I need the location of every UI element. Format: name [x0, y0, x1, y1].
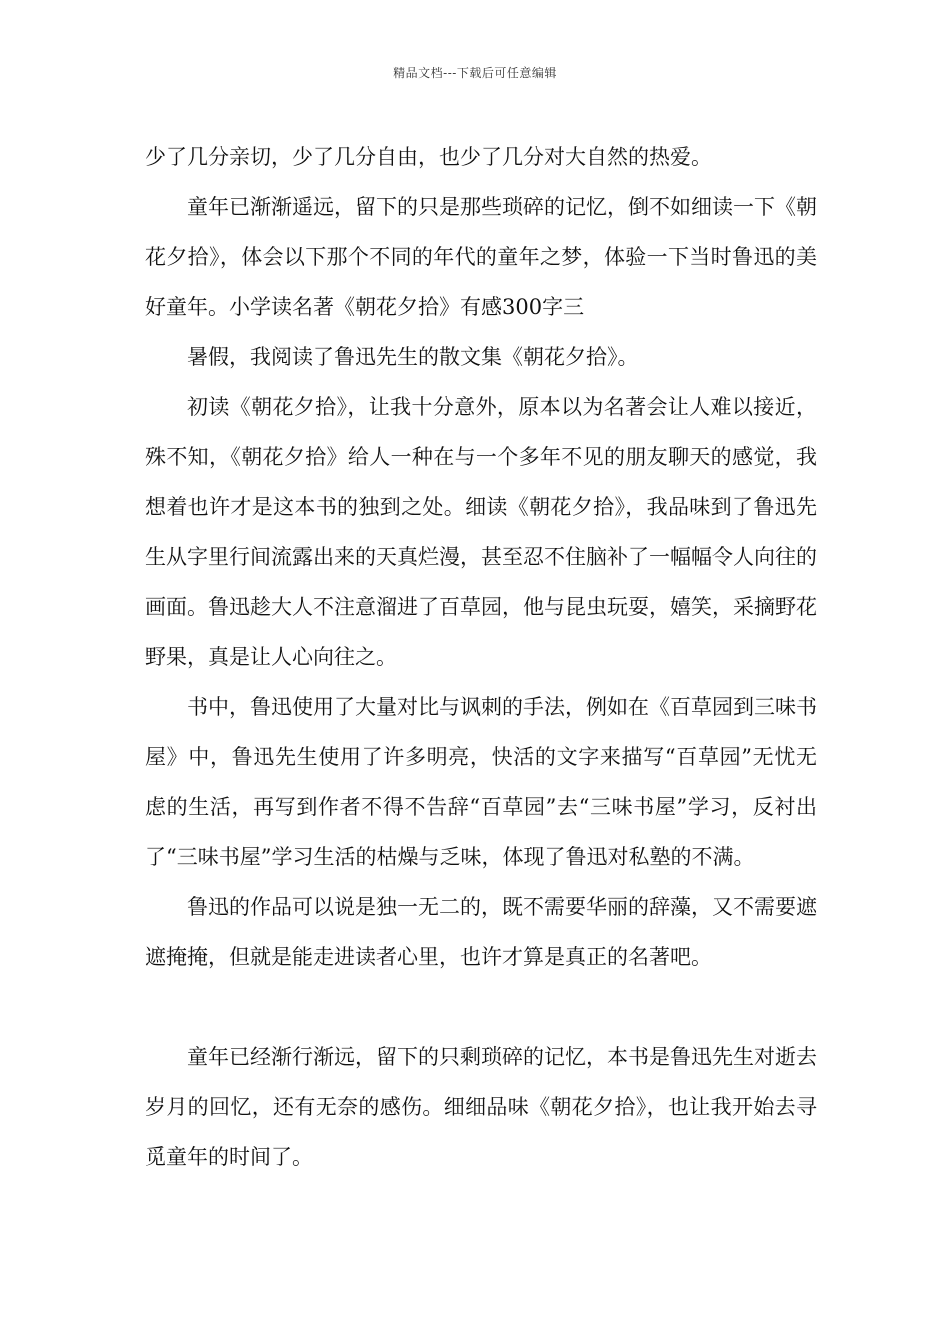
paragraph-6: 鲁迅的作品可以说是独一无二的，既不需要华丽的辞藻，又不需要遮遮掩掩，但就是能走进读者心里，也许才算是真正的名著吧。 [145, 895, 817, 969]
document-body [145, 132, 817, 1182]
paragraph-3: 暑假，我阅读了鲁迅先生的散文集《朝花夕拾》。 [187, 345, 639, 369]
paragraph-4: 初读《朝花夕拾》，让我十分意外，原本以为名著会让人难以接近，殊不知，《朝花夕拾》给人一种在与一个多年不见的朋友聊天的感觉，我想着也许才是这本书的独到之处。细读《朝花夕拾》，我品味到了鲁迅先生从字里行间流露出来的天真烂漫，甚至忍不住脑补了一幅幅令人向往的画面。鲁迅趁大人不注意溜进了百草园，他与昆虫玩耍，嬉笑，采摘野花野果，真是让人心向往之。 [145, 395, 817, 669]
blank-line [145, 982, 817, 1032]
paragraph-5: 书中，鲁迅使用了大量对比与讽刺的手法，例如在《百草园到三味书屋》中，鲁迅先生使用了许多明亮，快活的文字来描写“百草园”无忧无虑的生活，再写到作者不得不告辞“百草园”去“三味书屋”学习，反衬出了“三味书屋”学习生活的枯燥与乏味，体现了鲁迅对私塾的不满。 [145, 695, 817, 869]
paragraph-7: 童年已经渐行渐远，留下的只剩琐碎的记忆，本书是鲁迅先生对逝去岁月的回忆，还有无奈的感伤。细细品味《朝花夕拾》，也让我开始去寻觅童年的时间了。 [145, 1045, 817, 1169]
paragraph-1: 少了几分亲切，少了几分自由，也少了几分对大自然的热爱。 [145, 145, 712, 169]
page-header: 精品文档---下载后可任意编辑 [393, 66, 557, 80]
paragraph-2: 童年已渐渐遥远，留下的只是那些琐碎的记忆，倒不如细读一下《朝花夕拾》，体会以下那个不同的年代的童年之梦，体验一下当时鲁迅的美好童年。小学读名著《朝花夕拾》有感300字三 [145, 195, 817, 319]
